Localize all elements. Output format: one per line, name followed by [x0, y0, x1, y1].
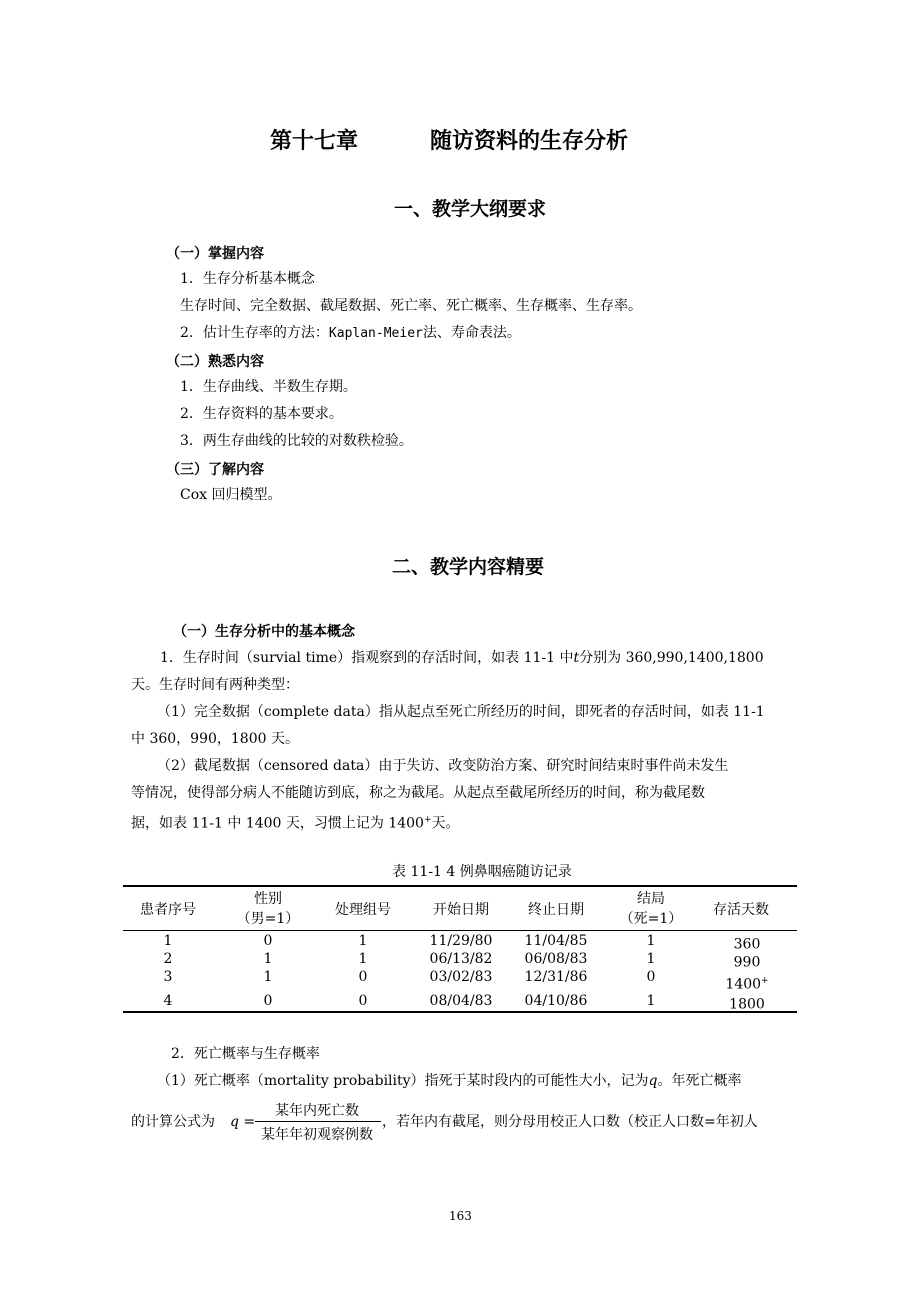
censor-sup: +	[423, 815, 432, 825]
familiar-heading: （二）熟悉内容	[166, 354, 264, 370]
master-item-2-suffix: 法、寿命表法。	[422, 325, 521, 341]
formula-q: q =	[230, 1114, 256, 1130]
td-patient: 4	[163, 993, 173, 1009]
td-days	[699, 992, 795, 1014]
td-end: 06/08/83	[524, 951, 588, 967]
chapter-title: 随访资料的生存分析	[430, 129, 629, 154]
para-censored-data-3b: 天。	[431, 815, 460, 832]
th-start: 开始日期	[433, 902, 489, 918]
familiar-item-1: 1．生存曲线、半数生存期。	[180, 379, 357, 395]
para-survival-time-1b: 分别为 360,990,1400,1800	[579, 650, 764, 666]
formula-lhs	[230, 1112, 255, 1132]
td-group: 1	[358, 933, 368, 949]
td-outcome: 1	[646, 951, 656, 967]
para-censored-data-3a: 据，如表 11-1 中 1400 天，习惯上记为 1400	[131, 815, 424, 832]
td-sex: 1	[263, 969, 273, 985]
master-item-1-detail: 生存时间、完全数据、截尾数据、死亡率、死亡概率、生存概率、生存率。	[180, 298, 642, 314]
q-symbol: q	[648, 1073, 658, 1089]
td-end: 12/31/86	[524, 969, 588, 985]
td-end: 11/04/85	[524, 933, 588, 949]
para-censored-data-1: （2）截尾数据（censored data）由于失访、改变防治方案、研究时间结束时事件尚未发生	[157, 758, 729, 774]
formula-numerator: 某年内死亡数	[275, 1103, 359, 1119]
para-complete-data-1: （1）完全数据（complete data）指从起点至死亡所经历的时间，即死者的存活时间，如表 11-1	[157, 704, 765, 720]
td-days-value: 1800	[729, 996, 765, 1013]
table-top-rule	[123, 885, 797, 887]
td-start: 08/04/83	[429, 993, 493, 1009]
basic-concepts-heading: （一）生存分析中的基本概念	[173, 624, 355, 640]
para-mortality-1a: （1）死亡概率（mortality probability）指死于某时段内的可能性大小，记为	[157, 1073, 649, 1089]
item-2-heading: 2．死亡概率与生存概率	[171, 1046, 320, 1062]
para-censored-data-3	[131, 810, 460, 834]
td-patient: 3	[163, 969, 173, 985]
table-caption: 表 11-1 4 例鼻咽癌随访记录	[392, 864, 572, 880]
t-symbol: t	[573, 650, 580, 666]
chapter-number: 第十七章	[270, 129, 359, 154]
para-survival-time-2: 天。生存时间有两种类型：	[131, 677, 299, 693]
th-group: 处理组号	[335, 902, 391, 918]
para-complete-data-2: 中 360，990，1800 天。	[131, 731, 299, 747]
formula-prefix: 的计算公式为	[131, 1114, 215, 1130]
td-start: 11/29/80	[429, 933, 493, 949]
td-group: 0	[358, 993, 368, 1009]
th-sex-line1: 性别	[254, 891, 282, 907]
td-sex: 1	[263, 951, 273, 967]
fraction-bar	[255, 1121, 381, 1122]
td-group: 0	[358, 969, 368, 985]
th-end: 终止日期	[528, 902, 584, 918]
familiar-item-3: 3．两生存曲线的比较的对数秩检验。	[180, 433, 413, 449]
th-patient: 患者序号	[140, 902, 196, 918]
para-mortality-1b: 。年死亡概率	[657, 1073, 742, 1089]
para-survival-time-1	[160, 648, 764, 668]
para-censored-data-2: 等情况，使得部分病人不能随访到底，称之为截尾。从起点至截尾所经历的时间，称为截尾数	[131, 785, 705, 801]
td-outcome: 1	[646, 933, 656, 949]
familiar-item-2: 2．生存资料的基本要求。	[180, 406, 343, 422]
formula-denominator: 某年年初观察例数	[261, 1127, 373, 1143]
section-2-title: 二、教学内容精要	[392, 556, 545, 578]
page-number: 163	[449, 1209, 472, 1223]
td-sex: 0	[263, 933, 273, 949]
td-patient: 2	[163, 951, 173, 967]
td-group: 1	[358, 951, 368, 967]
th-days: 存活天数	[713, 902, 769, 918]
understand-heading: （三）了解内容	[166, 462, 264, 478]
th-outcome-line2: （死=1）	[619, 911, 683, 927]
td-days-value: 990	[733, 954, 761, 971]
table-bottom-rule	[123, 1011, 797, 1013]
td-start: 03/02/83	[429, 969, 493, 985]
km-method: Kaplan-Meier	[328, 326, 423, 341]
master-item-2	[180, 323, 521, 344]
td-days-value: 1400	[725, 976, 762, 993]
th-sex-line2: （男=1）	[236, 911, 300, 927]
para-mortality-1	[157, 1071, 742, 1091]
td-days-censor: +	[761, 976, 769, 986]
master-heading: （一）掌握内容	[166, 246, 264, 262]
td-days-value: 360	[733, 936, 761, 953]
td-days	[699, 950, 795, 972]
master-item-1: 1．生存分析基本概念	[180, 271, 315, 287]
td-patient: 1	[163, 933, 173, 949]
para-survival-time-1a: 1．生存时间（survial time）指观察到的存活时间，如表 11-1 中	[160, 650, 574, 666]
section-1-title: 一、教学大纲要求	[394, 198, 547, 220]
table-header-rule	[123, 930, 797, 931]
master-item-2-prefix: 2．估计生存率的方法：	[180, 325, 329, 341]
td-sex: 0	[263, 993, 273, 1009]
th-outcome-line1: 结局	[637, 891, 665, 907]
understand-text: Cox 回归模型。	[180, 487, 282, 503]
td-outcome: 1	[646, 993, 656, 1009]
td-end: 04/10/86	[524, 993, 588, 1009]
td-start: 06/13/82	[429, 951, 493, 967]
td-outcome: 0	[646, 969, 656, 985]
td-days	[699, 972, 795, 994]
formula-suffix: ，若年内有截尾，则分母用校正人口数（校正人口数=年初人	[382, 1114, 758, 1130]
